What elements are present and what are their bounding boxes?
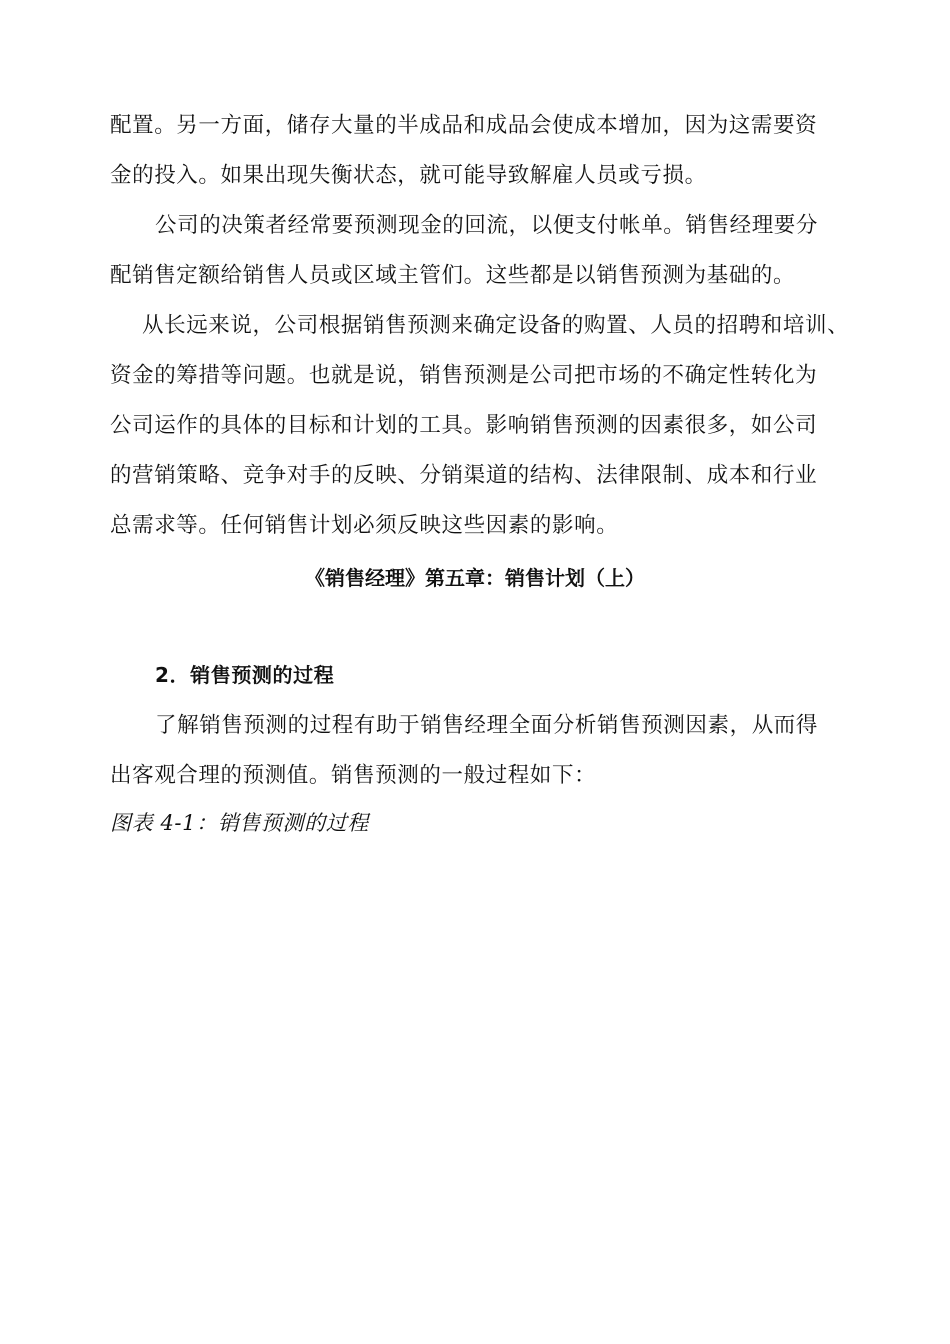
chapter-heading: 《销售经理》第五章：销售计划（上） — [305, 566, 645, 590]
paragraph-2-line-2: 配销售定额给销售人员或区域主管们。这些都是以销售预测为基础的。 — [110, 263, 796, 288]
paragraph-1-line-1: 配置。另一方面，储存大量的半成品和成品会使成本增加，因为这需要资 — [110, 113, 818, 138]
paragraph-3-line-4: 的营销策略、竞争对手的反映、分销渠道的结构、法律限制、成本和行业 — [110, 463, 818, 488]
paragraph-3-line-1: 从长远来说，公司根据销售预测来确定设备的购置、人员的招聘和培训、 — [142, 313, 850, 338]
paragraph-3-line-3: 公司运作的具体的目标和计划的工具。影响销售预测的因素很多，如公司 — [110, 413, 818, 438]
paragraph-1-line-2: 金的投入。如果出现失衡状态，就可能导致解雇人员或亏损。 — [110, 163, 707, 188]
section-paragraph-line-2: 出客观合理的预测值。销售预测的一般过程如下： — [110, 763, 597, 788]
paragraph-2-line-1: 公司的决策者经常要预测现金的回流，以便支付帐单。销售经理要分 — [155, 213, 819, 238]
paragraph-3-line-2: 资金的筹措等问题。也就是说，销售预测是公司把市场的不确定性转化为 — [110, 363, 818, 388]
paragraph-3-line-5: 总需求等。任何销售计划必须反映这些因素的影响。 — [110, 513, 619, 538]
section-paragraph-line-1: 了解销售预测的过程有助于销售经理全面分析销售预测因素，从而得 — [155, 713, 819, 738]
section-heading: 2．销售预测的过程 — [155, 663, 335, 687]
figure-caption: 图表 4-1：销售预测的过程 — [110, 811, 369, 835]
